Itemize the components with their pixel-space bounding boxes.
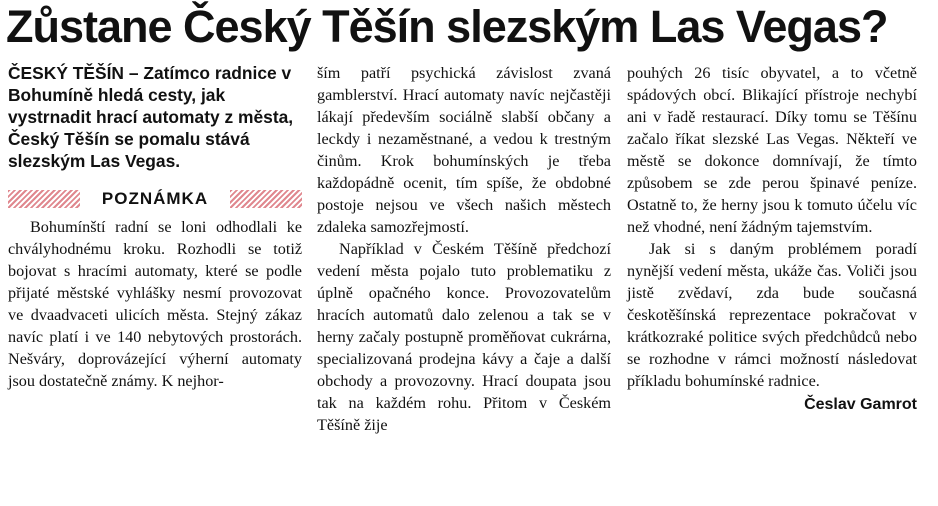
paragraph-2-part-a: Například v Českém Těšíně předchozí vedení města pojalo tuto problematiku z úplně opačného konce. Provozovatelům hracích automatů dalo zelenou a tak se v herny začaly postupně proměňovat cukrárna, specializovaná prodejna kávy a čaje a další obchody a provozovny. Hrací doupata jsou tak na každém rohu. Přitom v Českém Těšíně žije xyxy=(317,240,611,434)
note-stripes-right xyxy=(230,190,302,208)
paragraph-2-part-b: pouhých 26 tisíc obyvatel, a to včetně spádových obcí. Blikající přístroje nechybí ani v řadě restaurací. Díky tomu se Těšínu začalo říkat slezské Las Vegas. Někteří ve městě se dokonce domnívají, že tímto způsobem se zde perou špinavé peníze. Ostatně to, že herny jsou k tomuto účelu víc než vhodné, není žádným tajemstvím. xyxy=(627,64,917,236)
author: Česlav Gamrot xyxy=(804,396,917,413)
note-stripes-left xyxy=(8,190,80,208)
note-label: POZNÁMKA xyxy=(101,189,209,208)
column-2 xyxy=(317,62,611,436)
column-1 xyxy=(8,62,302,392)
lead-paragraph xyxy=(8,62,302,172)
lead-text: – Zatímco radnice v Bohumíně hledá cesty, jak vystrnadit hrací automaty z města, Český Těšín se pomalu stává slezským Las Vegas. xyxy=(8,63,294,171)
paragraph-1-part-a: Bohumínští radní se loni odhodlali ke chvályhodnému kroku. Rozhodli se totiž bojovat s hracími automaty, které se podle přijaté městské vyhlášky nesmí provozovat ve dvaadvaceti ulicích města. Stejný zákaz navíc platí i ve 140 nebytových prostorách. Nešváry, doprovázející výherní automaty jsou dostatečně známy. K nejhor- xyxy=(8,218,302,390)
note-banner xyxy=(8,186,302,212)
headline: Zůstane Český Těšín slezským Las Vegas? xyxy=(6,1,888,52)
column-3 xyxy=(627,62,917,416)
paragraph-3: Jak si s daným problémem poradí nynější vedení města, ukáže čas. Voliči jsou jistě zvědaví, zda bude současná českotěšínská reprezentace pokračovat v krátkozraké politice svých předchůdců nebo se rozhodne v rámci možností následovat příkladu bohumínské radnice. xyxy=(627,240,917,390)
lead-place: ČESKÝ TĚŠÍN xyxy=(8,63,124,83)
paragraph-1-part-b: ším patří psychická závislost zvaná gamblerství. Hrací automaty navíc nejčastěji lákají především sociálně slabší občany a leckdy i nezaměstnané, a vedou k trestným činům. Krok bohumínských je třeba každopádně ocenit, tím spíše, že obdobné postoje nejsou ve všech našich městech zdaleka samozřejmostí. xyxy=(317,64,611,236)
